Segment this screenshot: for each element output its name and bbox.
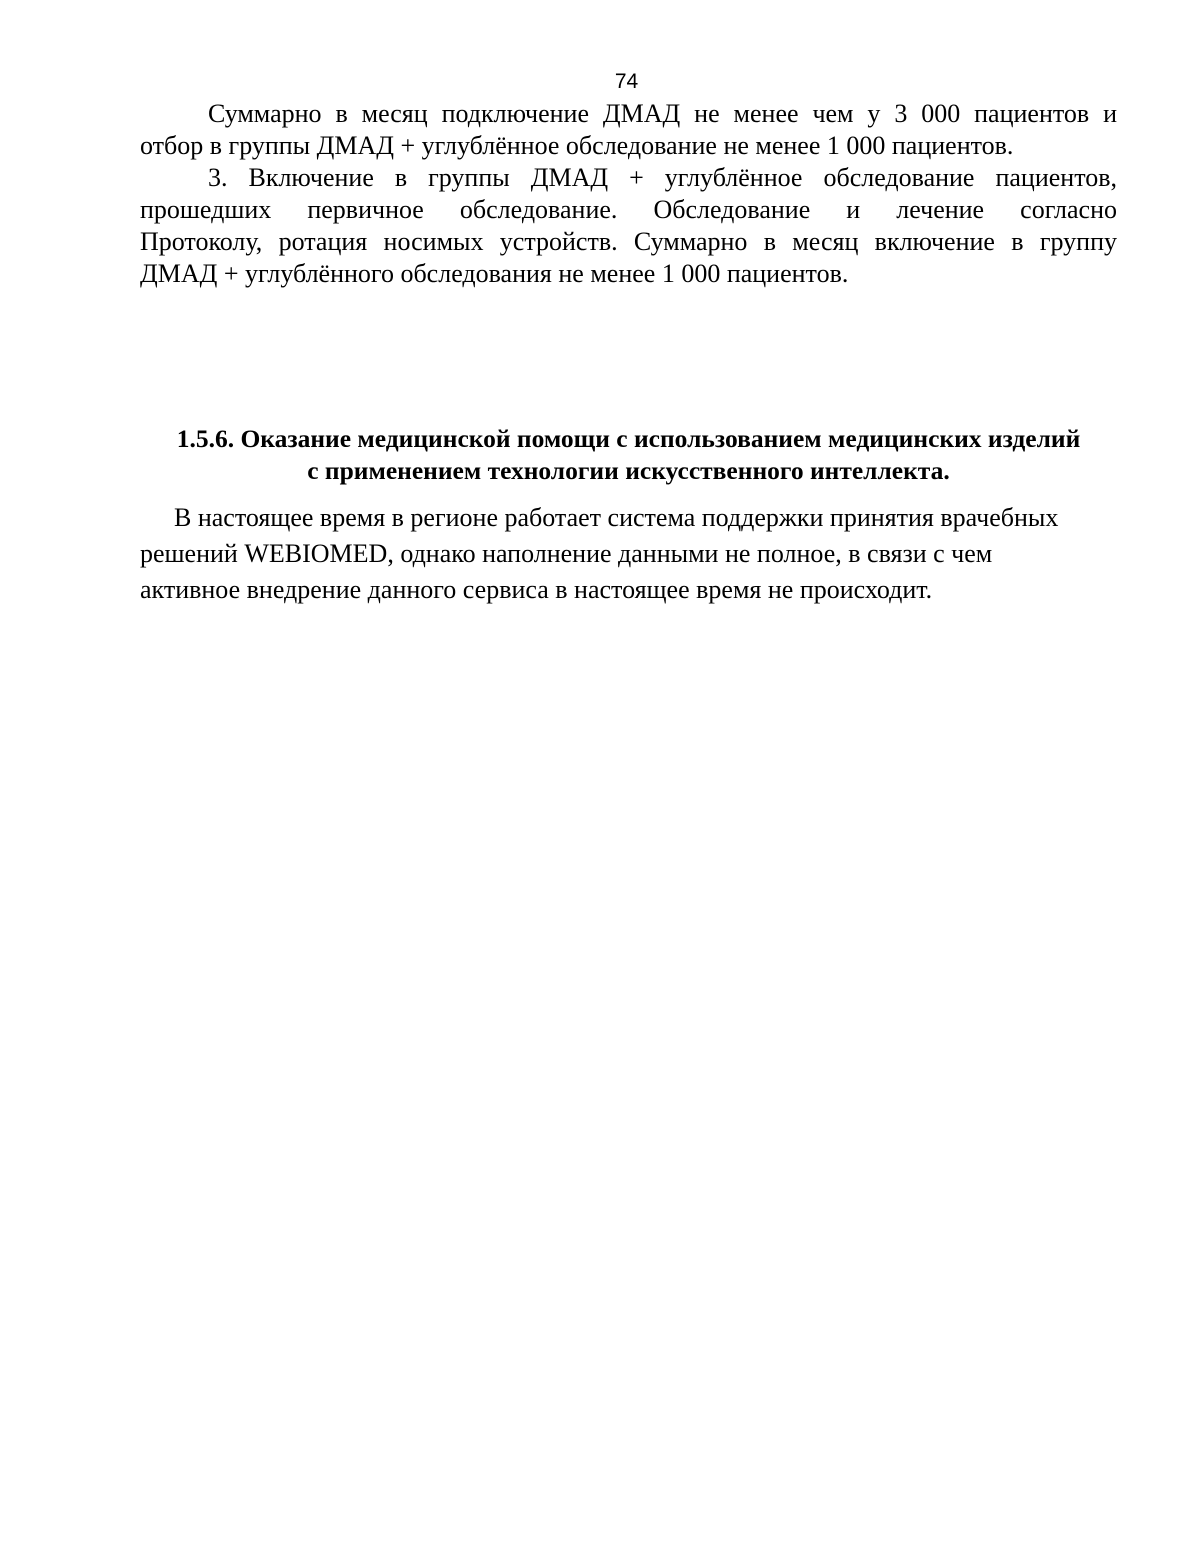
paragraph-line: отбор в группы ДМАД + углублённое обследование не менее 1 000 пациентов. xyxy=(140,131,1014,160)
section-heading xyxy=(137,423,1120,487)
section-body-line: активное внедрение данного сервиса в настоящее время не происходит. xyxy=(140,575,933,604)
section-body-line: решений WEBIOMED, однако наполнение данными не полное, в связи с чем xyxy=(140,539,993,568)
paragraph-line: Протоколу, ротация носимых устройств. Суммарно в месяц включение в группу xyxy=(140,227,1117,256)
paragraph-item-3 xyxy=(140,162,1117,290)
paragraph-line: прошедших первичное обследование. Обследование и лечение согласно xyxy=(140,195,1117,224)
paragraph-line: ДМАД + углублённого обследования не менее 1 000 пациентов. xyxy=(140,259,849,288)
section-body xyxy=(140,500,1120,608)
section-body-line: В настоящее время в регионе работает система поддержки принятия врачебных xyxy=(174,503,1059,532)
paragraph-line: Суммарно в месяц подключение ДМАД не менее чем у 3 000 пациентов и xyxy=(208,99,1117,128)
paragraph-monthly-total xyxy=(140,98,1117,162)
section-heading-line: с применением технологии искусственного интеллекта. xyxy=(307,456,950,485)
section-heading-line: 1.5.6. Оказание медицинской помощи с использованием медицинских изделий xyxy=(176,424,1081,453)
paragraph-line: 3. Включение в группы ДМАД + углублённое обследование пациентов, xyxy=(208,163,1117,192)
page-number: 74 xyxy=(614,70,639,93)
